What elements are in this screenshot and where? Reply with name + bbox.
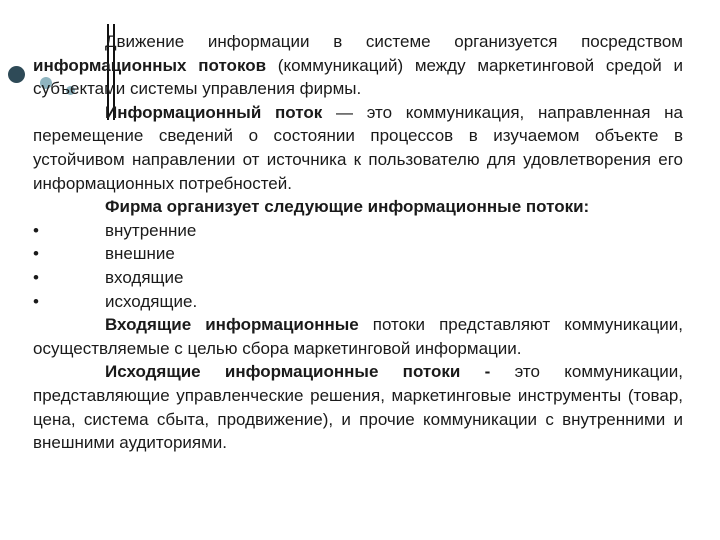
list-item-text: внутренние <box>105 220 197 240</box>
paragraph-incoming <box>33 313 683 360</box>
list-item <box>33 266 683 290</box>
paragraph-list-heading <box>33 195 683 219</box>
list-heading: Фирма организует следующие информационные потоки: <box>105 197 590 217</box>
paragraph-definition <box>33 101 683 195</box>
paragraph-outgoing-text: это коммуникации, представляющие управленческие решения, маркетинговые инструменты (товар, цена, система сбыта, продвижение), и прочие коммуникации с внутренними и внешними аудиториями. <box>33 362 683 453</box>
decor-dot-dark <box>8 66 25 83</box>
list-item <box>33 219 683 243</box>
document-body <box>33 30 683 455</box>
list-item-text: входящие <box>105 267 184 287</box>
paragraph-intro <box>33 30 683 101</box>
paragraph-intro-start: Движение информации в системе организуется посредством <box>105 32 683 51</box>
paragraph-incoming-term: Входящие информационные <box>105 315 359 335</box>
paragraph-incoming-text: потоки представляют коммуникации, осуществляемые с целью сбора маркетинговой информации. <box>33 315 683 358</box>
paragraph-definition-text: — это коммуникация, направленная на перемещение сведений о состоянии процессов в изучаемом объекте в устойчивом направлении от источника к пользователю для удовлетворения его информационных потребностей. <box>33 102 683 193</box>
list-item <box>33 242 683 266</box>
paragraph-outgoing <box>33 360 683 454</box>
paragraph-intro-bold: информационных потоков <box>33 55 267 75</box>
list-item-text: исходящие. <box>105 291 198 311</box>
paragraph-intro-end: (коммуникаций) между маркетинговой средой и субъектами системы управления фирмы. <box>33 55 684 99</box>
bullet-mark: • <box>33 291 39 311</box>
list-item <box>33 290 683 314</box>
paragraph-definition-term: Информационный поток <box>105 102 323 122</box>
bullet-mark: • <box>33 244 39 264</box>
list-item-text: внешние <box>105 244 175 264</box>
bullet-mark: • <box>33 267 39 287</box>
bullet-mark: • <box>33 220 39 240</box>
paragraph-outgoing-term: Исходящие информационные потоки - <box>105 362 491 382</box>
